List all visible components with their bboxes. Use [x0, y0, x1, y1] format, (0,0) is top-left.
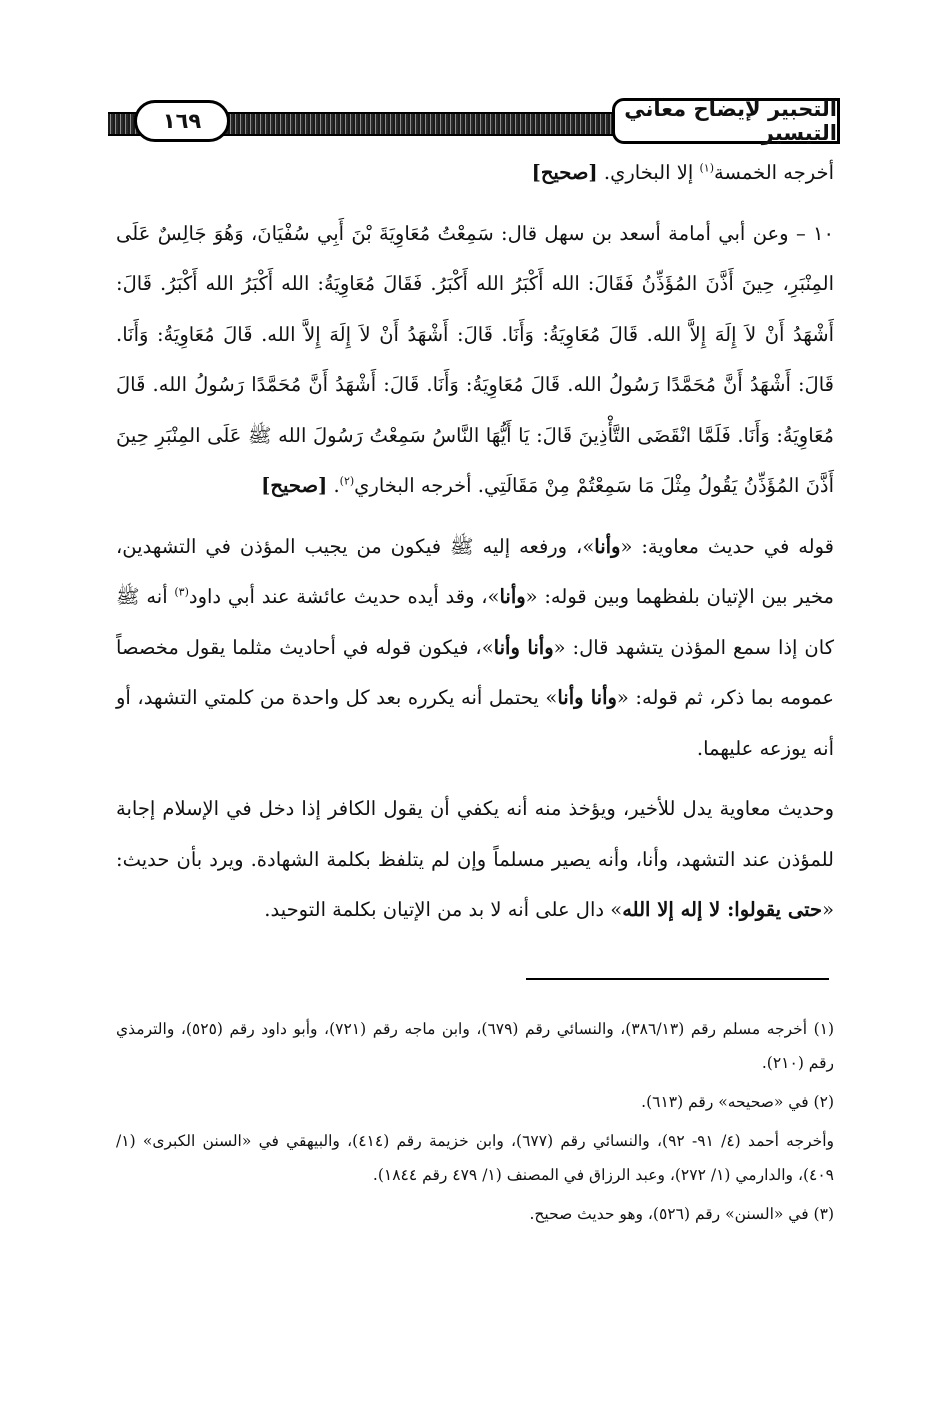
grade-label: [صحيح]: [531, 161, 598, 184]
footnote-divider: [526, 978, 829, 980]
commentary-text: »، ورفعه إليه ﷺ فيكون من يجيب المؤذن في التشهدين، مخير بين الإتيان بلفظهما وبين قوله: «: [116, 534, 834, 608]
commentary-text: » دال على أنه لا بد من الإتيان بكلمة التوحيد.: [264, 898, 623, 921]
commentary-text: وحديث معاوية يدل للأخير، ويؤخذ منه أنه يكفي أن يقول الكافر إذا دخل في الإسلام إجابة للمؤذن عند التشهد، وأنا، وأنه يصير مسلماً وإن لم يتلفظ بكلمة الشهادة. ويرد بأن حديث: «: [116, 797, 834, 921]
commentary-text: قوله في حديث معاوية: «: [620, 534, 834, 558]
quoted-phrase: وأنا وأنا: [493, 635, 554, 659]
footnotes: [116, 1012, 834, 1236]
paragraph-commentary-1: [116, 522, 834, 775]
book-title: التحبير لإيضاح معاني التيسير: [612, 98, 840, 144]
grade-label: [صحيح]: [261, 474, 328, 497]
page-number: ١٦٩: [134, 100, 230, 142]
commentary-text: » يحتمل أنه يكرره بعد كل واحدة من كلمتي التشهد، أو أنه يوزعه عليهما.: [116, 686, 834, 760]
quoted-phrase: وأنا: [594, 534, 621, 558]
takhrij-text-2: إلا البخاري.: [597, 161, 700, 184]
quoted-phrase: وأنا: [499, 585, 526, 608]
quoted-phrase: وأنا وأنا: [557, 686, 617, 709]
footnote-2-continued: وأخرجه أحمد (٤/ ٩١- ٩٢)، والنسائي رقم (٦٧٧)، وابن خزيمة رقم (٤١٤)، والبيهقي في «السنن الكبرى» (١/ ٤٠٩)، والدارمي (١/ ٢٧٢)، وعبد الرزاق في المصنف (١/ ٤٧٩ رقم ١٨٤٤).: [116, 1132, 834, 1184]
paragraph-takhrij: [116, 148, 834, 199]
quoted-phrase: حتى يقولوا: لا إله إلا الله: [622, 898, 823, 921]
paragraph-commentary-2: [116, 784, 834, 936]
hadith-text-2: .: [327, 474, 340, 497]
footnote-1: (١) أخرجه مسلم رقم (٣٨٦/١٣)، والنسائي رقم (٦٧٩)، وابن ماجه رقم (٧٢١)، وأبو داود رقم (٥٢٥)، والترمذي رقم (٢١٠).: [116, 1020, 835, 1072]
hadith-text: ١٠ – وعن أبي أمامة أسعد بن سهل قال: سَمِعْتُ مُعَاوِيَةَ بْنَ أَبِي سُفْيَانَ، وَهُوَ جَالِسٌ عَلَى المِنْبَرِ، حِينَ أَذَّنَ المُؤَذِّنُ فَقَالَ: الله أَكْبَرُ الله أَكْبَرُ. فَقَالَ مُعَاوِيَةُ: الله أَكْبَرُ الله أَكْبَرُ. قَالَ: أَشْهَدُ أَنْ لاَ إِلَهَ إِلاَّ الله. قَالَ مُعَاوِيَةُ: وَأَنَا. قَالَ: أَشْهَدُ أَنْ لاَ إِلَهَ إِلاَّ الله. قَالَ مُعَاوِيَةُ: وَأَنَا. قَالَ: أَشْهَدُ أَنَّ مُحَمَّدًا رَسُولُ الله. قَالَ مُعَاوِيَةُ: وَأَنَا. قَالَ: أَشْهَدُ أَنَّ مُحَمَّدًا رَسُولُ الله. قَالَ مُعَاوِيَةُ: وَأَنَا. فَلَمَّا انْقَضَى التَّأْذِينَ قَالَ: يَا أَيُّهَا النَّاسُ سَمِعْتُ رَسُولَ الله ﷺ عَلَى المِنْبَرِ حِينَ أَذَّنَ المُؤَذِّنُ يَقُولُ مِثْلَ مَا سَمِعْتُمْ مِنْ مَقَالَتِي. أخرجه البخاري: [116, 221, 834, 497]
commentary-text: »، فيكون قوله في أحاديث مثلما يقول مخصصاً عمومه بما ذكر، ثم قوله: «: [116, 635, 835, 709]
commentary-text: أنه ﷺ كان إذا سمع المؤذن يتشهد قال: «: [116, 585, 834, 659]
commentary-text: »، وقد أيده حديث عائشة عند أبي داود: [188, 585, 500, 608]
paragraph-hadith-10: [116, 209, 834, 512]
footnote-ref-2: (٢): [339, 474, 355, 488]
main-text: [116, 148, 834, 936]
footnote-3: (٣) في «السنن» رقم (٥٢٦)، وهو حديث صحيح.: [529, 1205, 834, 1223]
footnote-2: (٢) في «صحيحه» رقم (٦١٣).: [641, 1093, 834, 1111]
footnote-ref-1: (١): [699, 161, 714, 175]
running-header: [108, 98, 840, 150]
footnote-ref-3: (٣): [174, 585, 189, 599]
takhrij-text: أخرجه الخمسة: [713, 161, 834, 184]
